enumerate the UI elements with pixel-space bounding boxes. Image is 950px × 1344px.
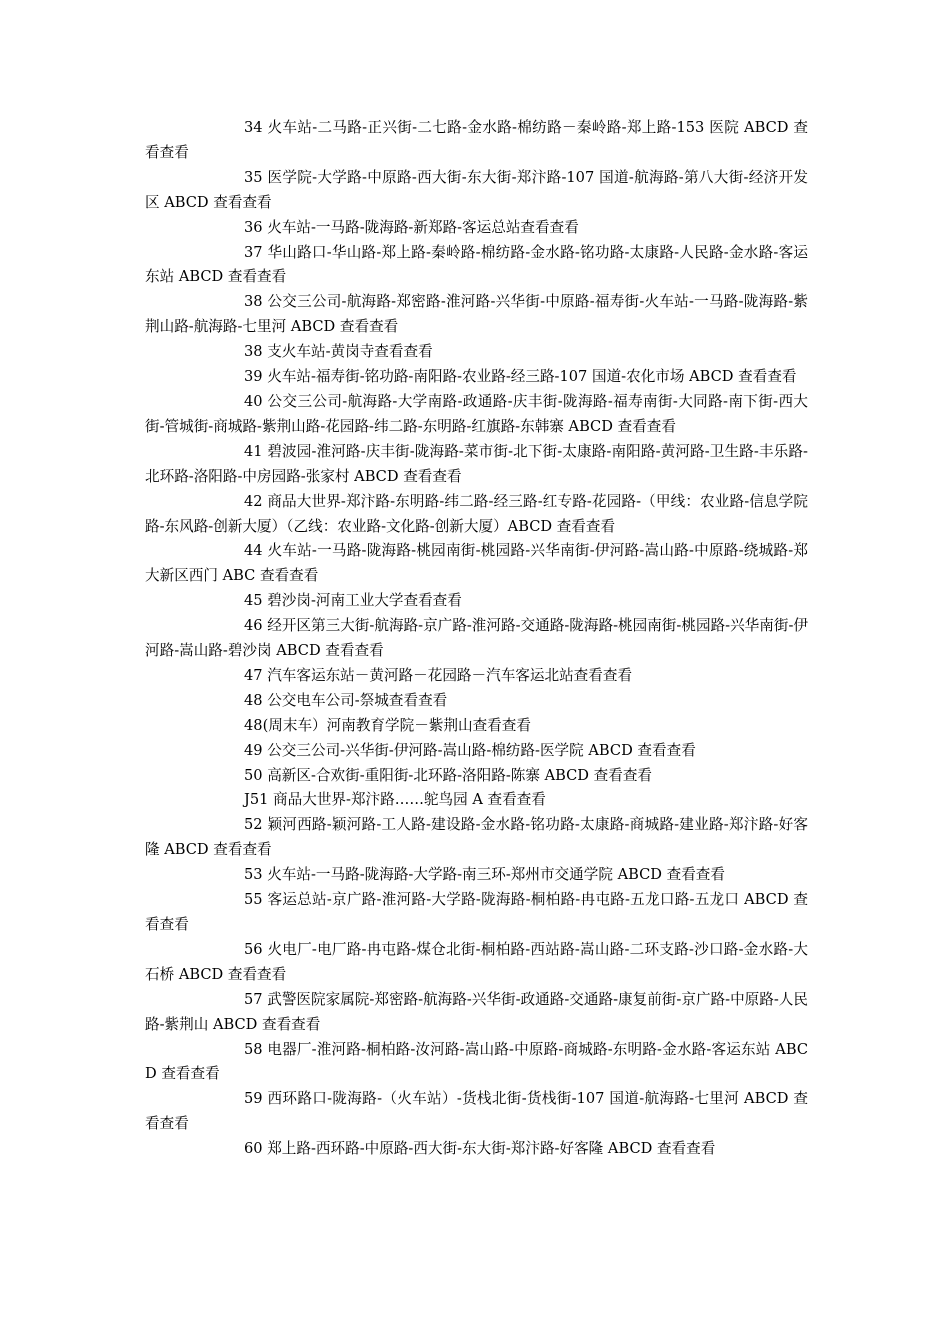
route-entry-34: 34 火车站-二马路-正兴街-二七路-金水路-棉纺路－秦岭路-郑上路-153 医院 ABCD 查看查看: [145, 119, 808, 161]
route-entry-48-weekend: 48(周末车）河南教育学院－紫荆山查看查看: [244, 716, 531, 734]
route-entry-47: 47 汽车客运东站－黄河路－花园路－汽车客运北站查看查看: [244, 666, 633, 684]
route-entry-35: 35 医学院-大学路-中原路-西大街-东大街-郑汴路-107 国道-航海路-第八大街-经济开发区 ABCD 查看查看: [145, 168, 808, 211]
route-entry-50: 50 高新区-合欢街-重阳街-北环路-洛阳路-陈寨 ABCD 查看查看: [244, 766, 653, 784]
route-entry-52: 52 颖河西路-颖河路-工人路-建设路-金水路-铭功路-太康路-商城路-建业路-郑汴路-好客隆 ABCD 查看查看: [145, 816, 808, 859]
route-entry-57: 57 武警医院家属院-郑密路-航海路-兴华街-政通路-交通路-康复前街-京广路-中原路-人民路-紫荆山 ABCD 查看查看: [145, 990, 808, 1033]
route-entry-45: 45 碧沙岗-河南工业大学查看查看: [244, 592, 462, 610]
route-entry-58: 58 电器厂-淮河路-桐柏路-汝河路-嵩山路-中原路-商城路-东明路-金水路-客运东站 ABCD 查看查看: [145, 1040, 808, 1083]
route-entry-59: 59 西环路口-陇海路-（火车站）-货栈北街-货栈街-107 国道-航海路-七里河 ABCD 查看查看: [145, 1090, 808, 1133]
route-entry-39: 39 火车站-福寿街-铭功路-南阳路-农业路-经三路-107 国道-农化市场 ABCD 查看查看: [244, 368, 797, 386]
route-entry-j51: J51 商品大世界-郑汴路……鸵鸟园 A 查看查看: [244, 791, 546, 809]
route-entry-41: 41 碧波园-淮河路-庆丰街-陇海路-菜市街-北下街-太康路-南阳路-黄河路-卫生路-丰乐路-北环路-洛阳路-中房园路-张家村 ABCD 查看查看: [145, 442, 808, 485]
route-entry-42: 42 商品大世界-郑汴路-东明路-纬二路-经三路-红专路-花园路-（甲线：农业路-信息学院路-东风路-创新大厦）（乙线：农业路-文化路-创新大厦）ABCD 查看查看: [145, 492, 808, 535]
route-entry-48: 48 公交电车公司-祭城查看查看: [244, 691, 448, 709]
route-entry-44: 44 火车站-一马路-陇海路-桃园南街-桃园路-兴华南街-伊河路-嵩山路-中原路-绕城路-郑大新区西门 ABC 查看查看: [145, 542, 808, 585]
route-entry-60: 60 郑上路-西环路-中原路-西大街-东大街-郑汴路-好客隆 ABCD 查看查看: [244, 1140, 716, 1158]
route-entry-38: 38 公交三公司-航海路-郑密路-淮河路-兴华街-中原路-福寿街-火车站-一马路-陇海路-紫荆山路-航海路-七里河 ABCD 查看查看: [145, 293, 808, 336]
route-entry-36: 36 火车站-一马路-陇海路-新郑路-客运总站查看查看: [244, 218, 579, 236]
route-entry-40: 40 公交三公司-航海路-大学南路-政通路-庆丰街-陇海路-福寿南街-大同路-南下街-西大街-管城街-商城路-紫荆山路-花园路-纬二路-东明路-红旗路-东韩寨 ABCD 查看查看: [145, 392, 808, 435]
route-entry-53: 53 火车站-一马路-陇海路-大学路-南三环-郑州市交通学院 ABCD 查看查看: [244, 866, 725, 884]
route-entry-55: 55 客运总站-京广路-淮河路-大学路-陇海路-桐柏路-冉屯路-五龙口路-五龙口 ABCD 查看查看: [145, 891, 808, 933]
document-body: [145, 116, 808, 1162]
route-entry-37: 37 华山路口-华山路-郑上路-秦岭路-棉纺路-金水路-铭功路-太康路-人民路-金水路-客运东站 ABCD 查看查看: [145, 243, 808, 286]
route-entry-49: 49 公交三公司-兴华街-伊河路-嵩山路-棉纺路-医学院 ABCD 查看查看: [244, 741, 696, 759]
route-entry-38-branch: 38 支火车站-黄岗寺查看查看: [244, 343, 433, 361]
route-entry-46: 46 经开区第三大街-航海路-京广路-淮河路-交通路-陇海路-桃园南街-桃园路-兴华南街-伊河路-嵩山路-碧沙岗 ABCD 查看查看: [145, 617, 808, 660]
route-entry-56: 56 火电厂-电厂路-冉屯路-煤仓北街-桐柏路-西站路-嵩山路-二环支路-沙口路-金水路-大石桥 ABCD 查看查看: [145, 940, 808, 983]
